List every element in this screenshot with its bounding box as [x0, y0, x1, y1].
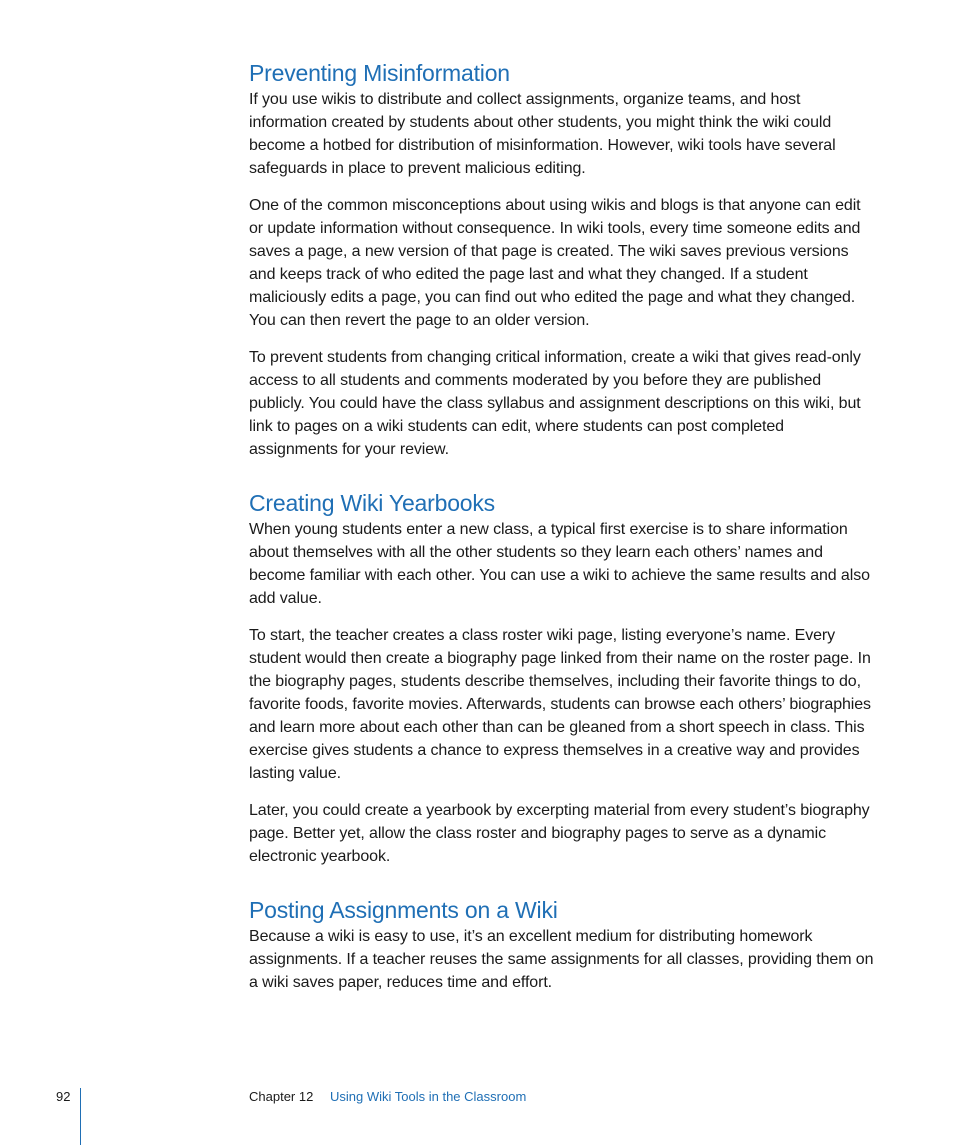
paragraph: One of the common misconceptions about using wikis and blogs is that anyone can edit or update information without consequence. In wiki tools, every time someone edits and saves a page, a new version of that page is created. The wiki saves previous versions and keeps track of who edited the page last and what they changed. If a student maliciously edits a page, you can find out who edited the page and what they changed. You can then revert the page to an older version. — [249, 197, 861, 329]
section-creating-wiki-yearbooks — [249, 488, 874, 868]
paragraph: To prevent students from changing critical information, create a wiki that gives read-only access to all students and comments moderated by you before they are published publicly. You could have the class syllabus and assignment descriptions on this wiki, but link to pages on a wiki students can edit, where students can post completed assignments for your review. — [249, 349, 861, 458]
footer-chapter-label: Chapter 12 — [249, 1089, 314, 1104]
document-body — [249, 58, 874, 1008]
section-heading: Preventing Misinformation — [249, 60, 510, 86]
paragraph: Later, you could create a yearbook by excerpting material from every student’s biography page. Better yet, allow the class roster and biography pages to serve as a dynamic electronic yearbook. — [249, 802, 870, 865]
section-heading: Creating Wiki Yearbooks — [249, 490, 495, 516]
section-preventing-misinformation — [249, 58, 874, 461]
paragraph: If you use wikis to distribute and collect assignments, organize teams, and host information created by students about other students, you might think the wiki could become a hotbed for distribution of misinformation. However, wiki tools have several safeguards in place to prevent malicious editing. — [249, 91, 836, 177]
section-heading: Posting Assignments on a Wiki — [249, 897, 558, 923]
footer-chapter-title: Using Wiki Tools in the Classroom — [330, 1089, 527, 1104]
page-number: 92 — [56, 1089, 71, 1104]
paragraph: To start, the teacher creates a class roster wiki page, listing everyone’s name. Every student would then create a biography page linked from their name on the roster page. In the biography pages, students describe themselves, including their favorite things to do, favorite foods, favorite movies. Afterwards, students can browse each others’ biographies and learn more about each other than can be gleaned from a short speech in class. This exercise gives students a chance to express themselves in a creative way and provides lasting value. — [249, 627, 871, 782]
section-posting-assignments — [249, 895, 874, 994]
footer-divider — [80, 1088, 81, 1145]
paragraph: When young students enter a new class, a typical first exercise is to share information about themselves with all the other students so they learn each others’ names and become familiar with each other. You can use a wiki to achieve the same results and also add value. — [249, 521, 870, 607]
paragraph: Because a wiki is easy to use, it’s an excellent medium for distributing homework assignments. If a teacher reuses the same assignments for all classes, providing them on a wiki saves paper, reduces time and effort. — [249, 928, 874, 991]
